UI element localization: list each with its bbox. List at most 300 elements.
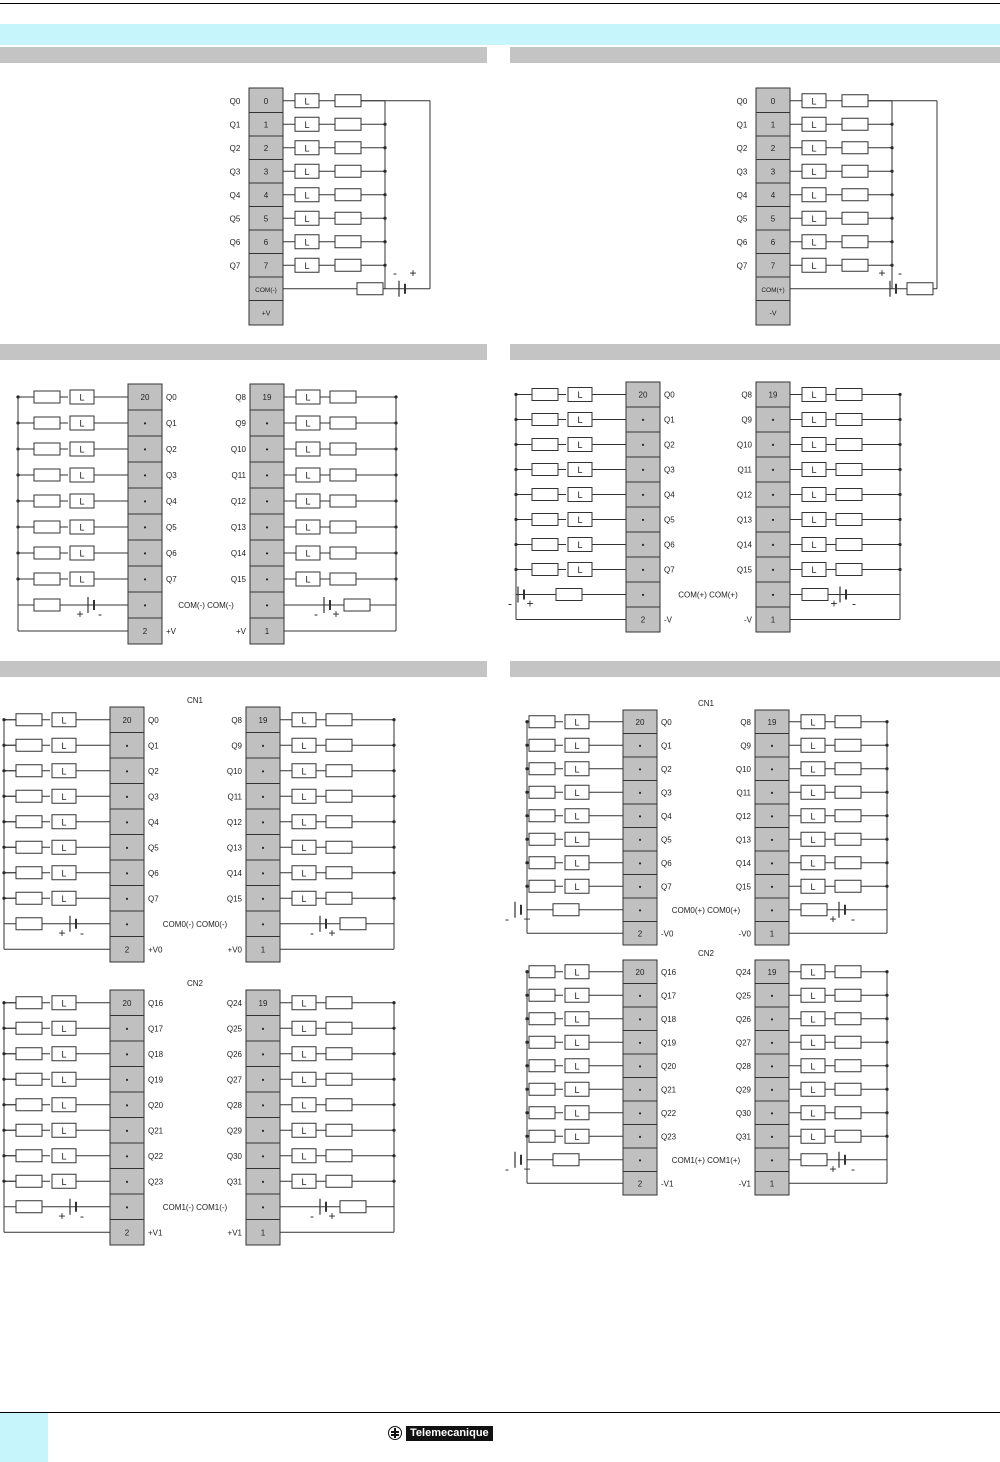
load-label: L [810,740,816,751]
minus-sign: - [898,265,902,280]
terminal-number: 1 [260,945,266,955]
terminal-number: • [770,882,774,892]
terminal-number: 20 [635,967,645,977]
terminal-number: • [261,843,265,853]
terminal-number: • [771,540,775,550]
output-label: Q7 [229,261,241,271]
output-label-left: Q6 [148,868,159,878]
plus-sign: + [409,265,417,280]
terminal-number: • [770,811,774,821]
terminal-number: • [125,766,129,776]
terminal-number: 0 [770,96,776,106]
terminal-number: • [770,741,774,751]
fuse-symbol [532,439,558,451]
terminal-number: 1 [770,615,776,625]
terminal-number: 19 [768,390,778,400]
fuse-symbol [335,259,361,271]
load-label: L [61,998,67,1009]
fuse-symbol [529,989,555,1001]
output-label: Q3 [229,167,241,177]
load-label: L [810,1084,816,1095]
fuse-symbol [836,489,862,501]
fuse-symbol [16,867,42,879]
minus-sign: - [314,607,318,621]
load-label: L [810,990,816,1001]
terminal-number: • [143,419,147,428]
terminal-number: 3 [770,167,776,177]
output-label-left: Q4 [664,490,675,500]
output-label-right: Q14 [735,858,751,868]
terminal-number: 19 [767,717,777,727]
fuse-symbol [835,857,861,869]
output-label-right: Q8 [741,390,752,400]
terminal-number: • [770,1061,774,1071]
fuse-symbol [529,716,555,728]
fuse-symbol [532,414,558,426]
fuse-symbol [335,189,361,201]
terminal-number: 1 [769,1179,775,1189]
output-label-right: Q13 [226,843,242,853]
terminal-number: • [143,471,147,480]
fuse-symbol [835,1130,861,1142]
fuse-symbol [16,997,42,1009]
load-label: L [577,540,583,550]
load-label: L [810,764,816,775]
terminal-number: • [125,792,129,802]
fuse-symbol [326,1124,352,1136]
minus-sign: - [310,1208,314,1223]
output-label: Q1 [736,120,748,130]
fuse-symbol [34,521,60,533]
terminal-number: • [770,788,774,798]
fuse-symbol [835,1083,861,1095]
terminal-number: • [638,858,642,868]
load-label: L [574,1084,580,1095]
terminal-number: • [143,575,147,584]
load-label: L [61,817,67,828]
fuse-symbol [340,918,366,930]
plus-sign: + [830,596,838,611]
load-label: L [810,1131,816,1142]
terminal-number: 2 [263,143,269,153]
terminal-number: • [265,471,269,480]
load-label: L [304,96,310,107]
output-label-left: Q3 [166,471,177,480]
footer-page-tab [0,1413,48,1462]
wiring-diagram-16-outputs-source [508,378,908,643]
terminal-number: • [261,1151,265,1161]
terminal-number: 4 [263,190,269,200]
load-label: L [301,740,307,751]
terminal-number: • [771,590,775,600]
terminal-number: • [125,1202,129,1212]
plus-sign: + [328,1208,336,1223]
connector-label: CN2 [186,979,204,988]
terminal-number: • [261,1100,265,1110]
terminal-number: • [641,440,645,450]
fuse-symbol [16,1099,42,1111]
output-label-right: Q11 [737,465,752,475]
minus-sign: - [852,596,856,611]
output-label-left: Q19 [661,1038,677,1048]
terminal-number: • [125,1126,129,1136]
supply-label-left: +V0 [148,945,163,955]
fuse-symbol [835,1107,861,1119]
fuse-symbol [842,95,868,107]
plus-sign: + [878,265,886,280]
output-label-right: Q10 [736,440,752,450]
load-label: L [574,1108,580,1119]
load-label: L [577,515,583,525]
fuse-symbol [340,1201,366,1213]
fuse-symbol [532,514,558,526]
output-label-right: Q11 [231,471,246,480]
output-label-right: Q26 [735,1014,751,1024]
load-label: L [811,213,817,224]
load-label: L [301,868,307,879]
minus-sign: - [505,1161,509,1176]
fuse-symbol [842,212,868,224]
fuse-symbol [16,1048,42,1060]
minus-sign: - [851,1161,855,1176]
fuse-symbol [34,573,60,585]
supply-label-left: -V [664,615,672,625]
load-label: L [305,418,311,429]
fuse-symbol [326,841,352,853]
fuse-symbol [842,189,868,201]
fuse-symbol [326,1048,352,1060]
supply-terminal-label: -V [769,310,777,318]
load-label: L [79,548,85,559]
fuse-symbol [326,765,352,777]
output-label-left: Q2 [664,440,675,450]
load-label: L [577,415,583,425]
fuse-symbol [326,1150,352,1162]
terminal-number: 1 [264,627,270,636]
terminal-number: • [125,741,129,751]
output-label-left: Q23 [148,1177,164,1187]
terminal-number: • [638,1038,642,1048]
output-label-left: Q22 [661,1108,677,1118]
load-label: L [811,237,817,248]
plus-sign: + [829,1161,837,1176]
output-label-left: Q0 [166,393,177,402]
terminal-number: 2 [637,1179,643,1189]
terminal-number: 1 [770,120,776,130]
output-label-left: Q2 [661,764,672,774]
output-label-right: Q10 [226,766,242,776]
fuse-symbol [836,439,862,451]
terminal-number: 20 [635,717,645,727]
output-label-left: Q5 [661,835,672,845]
output-label: Q4 [736,190,748,200]
plus-sign: + [328,925,336,940]
terminal-number: 2 [637,929,643,939]
fuse-symbol [529,1060,555,1072]
load-label: L [61,868,67,879]
terminal-number: • [265,549,269,558]
load-label: L [305,496,311,507]
terminal-number: • [125,817,129,827]
terminal-number: • [770,1132,774,1142]
terminal-number: 1 [260,1228,266,1238]
terminal-number: • [638,1132,642,1142]
load-label: L [810,717,816,728]
terminal-number: 2 [124,1228,130,1238]
output-label-left: Q18 [661,1014,677,1024]
fuse-symbol [532,464,558,476]
supply-label-right: +V0 [227,945,242,955]
load-label: L [811,465,817,475]
output-label-right: Q10 [735,764,751,774]
fuse-symbol [335,236,361,248]
terminal-number: • [638,1085,642,1095]
fuse-symbol [835,810,861,822]
terminal-number: • [265,497,269,506]
fuse-symbol [529,1036,555,1048]
fuse-symbol [335,118,361,130]
terminal-number: • [265,419,269,428]
terminal-number: 2 [142,627,148,636]
fuse-symbol [16,739,42,751]
fuse-symbol [330,573,356,585]
terminal-number: 0 [263,96,269,106]
terminal-number: 20 [122,998,132,1008]
load-label: L [577,490,583,500]
load-label: L [810,787,816,798]
load-label: L [577,390,583,400]
plus-sign: + [526,596,534,611]
connector-label: CN1 [697,699,715,708]
minus-sign: - [508,596,512,611]
fuse-symbol [330,417,356,429]
fuse-symbol [835,1013,861,1025]
output-label-right: Q10 [230,445,246,454]
fuse-symbol [553,904,579,916]
terminal-number: 19 [767,967,777,977]
load-label: L [305,548,311,559]
fuse-symbol [326,739,352,751]
output-label-right: Q31 [226,1177,242,1187]
terminal-number: • [770,1155,774,1165]
load-label: L [574,1037,580,1048]
terminal-number: • [265,575,269,584]
output-label-right: Q11 [736,788,751,798]
output-label-left: Q1 [664,415,675,425]
output-label-left: Q23 [661,1132,677,1142]
load-label: L [61,1023,67,1034]
output-label-right: Q15 [230,575,246,584]
output-label: Q6 [229,237,241,247]
fuse-symbol [907,283,933,295]
output-label-right: Q14 [226,868,242,878]
fuse-symbol [842,236,868,248]
fuse-symbol [529,810,555,822]
load-label: L [61,893,67,904]
terminal-number: • [770,835,774,845]
terminal-number: • [261,741,265,751]
fuse-symbol [357,283,383,295]
fuse-symbol [16,816,42,828]
load-label: L [301,1176,307,1187]
fuse-symbol [835,786,861,798]
fuse-symbol [553,1154,579,1166]
output-label: Q4 [229,190,241,200]
load-label: L [79,418,85,429]
load-label: L [574,811,580,822]
minus-sign: - [505,911,509,926]
fuse-symbol [16,790,42,802]
fuse-symbol [34,417,60,429]
load-label: L [577,565,583,575]
terminal-number: • [125,1151,129,1161]
fuse-symbol [34,391,60,403]
supply-label-left: +V [166,627,177,636]
load-label: L [301,791,307,802]
load-label: L [301,1049,307,1060]
common-terminal-label: COM(-) [255,286,277,294]
terminal-number: • [638,1108,642,1118]
fuse-symbol [529,1013,555,1025]
terminal-number: • [638,741,642,751]
terminal-number: 19 [262,393,272,402]
load-label: L [811,490,817,500]
output-label-left: Q3 [661,788,672,798]
fuse-symbol [326,1099,352,1111]
terminal-number: • [125,1024,129,1034]
plus-sign: + [76,607,84,621]
output-label-right: Q25 [226,1024,242,1034]
load-label: L [811,515,817,525]
output-label-right: Q25 [735,991,751,1001]
load-label: L [810,881,816,892]
fuse-symbol [532,564,558,576]
fuse-symbol [16,1150,42,1162]
common-terminal-label: COM(+) [761,286,785,294]
fuse-symbol [16,892,42,904]
load-label: L [811,390,817,400]
output-label: Q7 [736,261,748,271]
output-label-right: Q8 [740,717,751,727]
output-label-left: Q4 [166,497,177,506]
fuse-symbol [344,599,370,611]
output-label-right: Q27 [226,1075,242,1085]
load-label: L [61,715,67,726]
terminal-number: 3 [263,167,269,177]
load-label: L [810,811,816,822]
terminal-number: • [125,919,129,929]
terminal-number: • [261,766,265,776]
terminal-number: • [771,490,775,500]
output-label-right: Q30 [226,1151,242,1161]
load-label: L [61,1151,67,1162]
output-label-right: Q9 [235,419,246,428]
load-label: L [304,190,310,201]
minus-sign: - [310,925,314,940]
fuse-symbol [835,763,861,775]
wiring-diagram-32-outputs-source [505,696,895,1196]
terminal-number: • [125,894,129,904]
output-label-right: Q12 [226,817,242,827]
load-label: L [304,237,310,248]
terminal-number: • [770,858,774,868]
output-label-right: Q14 [230,549,246,558]
fuse-symbol [836,389,862,401]
fuse-symbol [532,489,558,501]
fuse-symbol [835,833,861,845]
common-terminal-labels: COM0(-) COM0(-) [162,919,228,929]
output-label-left: Q17 [148,1024,164,1034]
supply-label-left: -V0 [661,929,674,939]
output-label-left: Q1 [661,741,672,751]
load-label: L [574,764,580,775]
terminal-number: 1 [263,120,269,130]
terminal-number: • [265,523,269,532]
terminal-number: • [265,445,269,454]
output-label-right: Q29 [735,1085,751,1095]
fuse-symbol [529,833,555,845]
output-label-left: Q5 [166,523,177,532]
output-label-right: Q12 [735,811,751,821]
load-label: L [61,1176,67,1187]
terminal-number: • [638,835,642,845]
fuse-symbol [16,1201,42,1213]
terminal-number: 20 [638,390,648,400]
fuse-symbol [335,142,361,154]
terminal-number: • [265,601,269,610]
terminal-number: 5 [770,214,776,224]
output-label-left: Q20 [661,1061,677,1071]
connector-label: CN1 [186,696,204,705]
common-terminal-labels: COM(+) COM(+) [678,590,738,600]
terminal-number: • [641,565,645,575]
supply-label-right: -V1 [738,1179,751,1189]
terminal-number: • [125,1075,129,1085]
terminal-number: • [770,1014,774,1024]
fuse-symbol [326,714,352,726]
terminal-number: • [641,415,645,425]
fuse-symbol [529,966,555,978]
load-label: L [305,574,311,585]
load-label: L [301,893,307,904]
load-label: L [810,1014,816,1025]
plus-sign: + [58,925,66,940]
terminal-number: • [641,590,645,600]
fuse-symbol [326,1073,352,1085]
terminal-number: • [770,991,774,1001]
fuse-symbol [842,142,868,154]
fuse-symbol [34,443,60,455]
output-label-left: Q7 [664,565,675,575]
output-label-right: Q13 [735,835,751,845]
terminal-number: • [770,1085,774,1095]
fuse-symbol [16,918,42,930]
load-label: L [574,990,580,1001]
section-bar-5 [0,661,487,677]
terminal-number: • [125,843,129,853]
minus-sign: - [98,607,102,621]
load-label: L [574,1014,580,1025]
section-bar-2 [510,47,1000,63]
wiring-diagram-16-outputs-sink [10,380,410,645]
output-label-right: Q8 [235,393,246,402]
terminal-number: • [261,792,265,802]
fuse-symbol [835,989,861,1001]
fuse-symbol [836,414,862,426]
fuse-symbol [330,495,356,507]
common-terminal-labels: COM1(+) COM1(+) [671,1155,741,1165]
fuse-symbol [529,857,555,869]
